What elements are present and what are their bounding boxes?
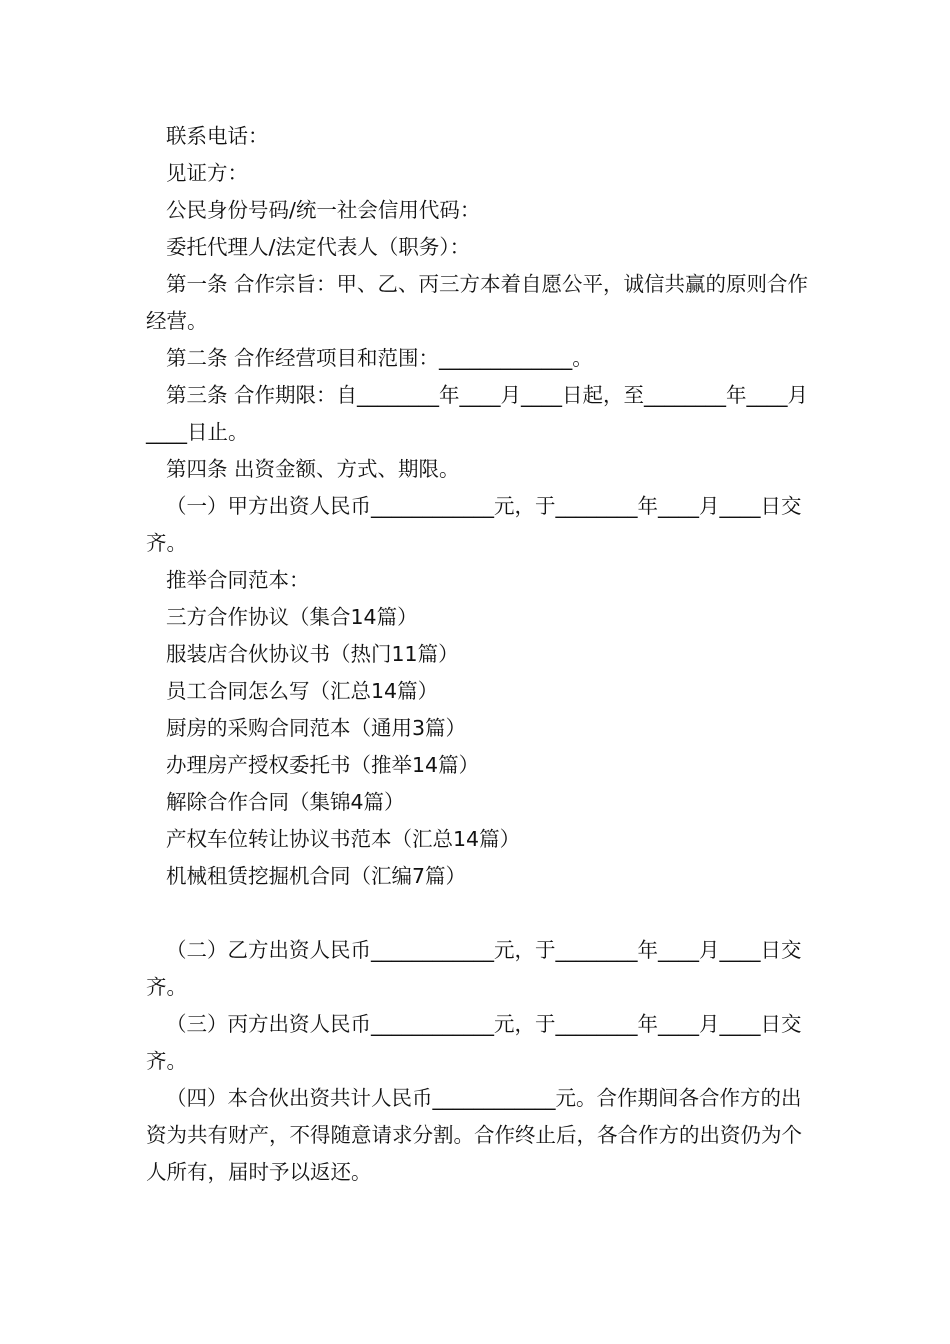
- article-3-term: 第三条 合作期限：自________年____月____日起，至________年____月____日止。: [146, 383, 809, 444]
- article-2-scope: 第二条 合作经营项目和范围：_____________。: [166, 346, 593, 370]
- blank-line: [146, 895, 810, 932]
- contact-phone-line: 联系电话：: [166, 124, 269, 148]
- agent-representative-line: 委托代理人/法定代表人（职务）：: [166, 235, 471, 259]
- capital-party-c: （三）丙方出资人民币____________元，于________年____月____日交齐。: [146, 1012, 802, 1073]
- recommend-link-3[interactable]: 员工合同怎么写（汇总14篇）: [166, 679, 439, 703]
- recommend-link-5[interactable]: 办理房产授权委托书（推举14篇）: [166, 753, 480, 777]
- article-1-purpose: 第一条 合作宗旨：甲、乙、丙三方本着自愿公平，诚信共赢的原则合作经营。: [146, 272, 809, 333]
- article-4-capital: 第四条 出资金额、方式、期限。: [166, 457, 460, 481]
- capital-total: （四）本合伙出资共计人民币____________元。合作期间各合作方的出资为共有财产，不得随意请求分割。合作终止后，各合作方的出资仍为个人所有，届时予以返还。: [146, 1086, 802, 1184]
- recommend-link-8[interactable]: 机械租赁挖掘机合同（汇编7篇）: [166, 864, 467, 888]
- recommend-link-7[interactable]: 产权车位转让协议书范本（汇总14篇）: [166, 827, 521, 851]
- capital-party-a: （一）甲方出资人民币____________元，于________年____月____日交齐。: [146, 494, 802, 555]
- recommend-link-1[interactable]: 三方合作协议（集合14篇）: [166, 605, 418, 629]
- witness-line: 见证方：: [166, 161, 248, 185]
- recommend-heading: 推举合同范本：: [166, 568, 310, 592]
- recommend-link-6[interactable]: 解除合作合同（集锦4篇）: [166, 790, 405, 814]
- id-number-line: 公民身份号码/统一社会信用代码：: [166, 198, 481, 222]
- recommend-link-4[interactable]: 厨房的采购合同范本（通用3篇）: [166, 716, 467, 740]
- capital-party-b: （二）乙方出资人民币____________元，于________年____月____日交齐。: [146, 938, 802, 999]
- recommend-link-2[interactable]: 服装店合伙协议书（热门11篇）: [166, 642, 459, 666]
- document-body: [146, 118, 810, 1191]
